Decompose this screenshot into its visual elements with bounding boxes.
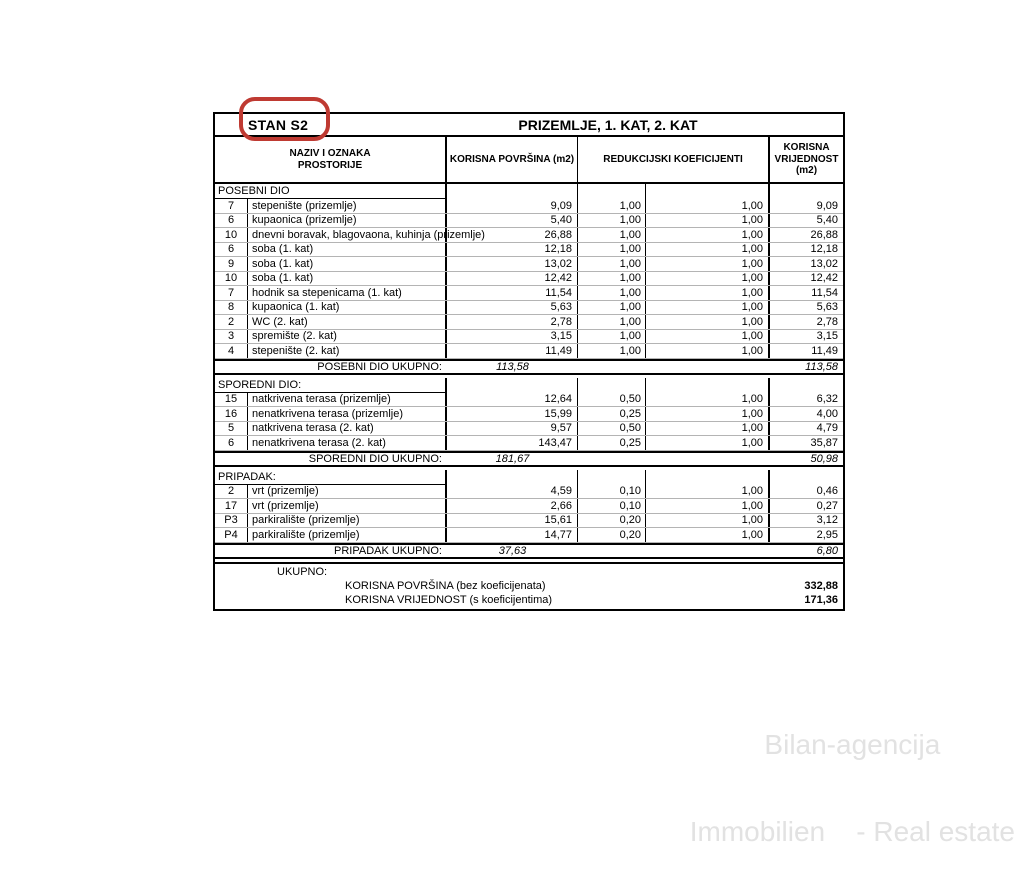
totals-block: [215, 562, 843, 609]
coefficient1-cell: 1,00: [578, 214, 646, 228]
section-spacer-coef1: [578, 378, 646, 393]
coefficient2-cell: 1,00: [646, 243, 770, 257]
subtotal-surface-value: 181,67: [495, 452, 530, 465]
room-number-cell: 3: [215, 330, 248, 344]
coefficient1-cell: 0,10: [578, 499, 646, 513]
value-cell: 9,09: [816, 199, 838, 212]
section-header-row: [215, 184, 843, 199]
room-name-cell: spremište (2. kat): [248, 330, 447, 344]
coefficient2-cell: 1,00: [646, 257, 770, 271]
column-header-name: [215, 137, 447, 182]
coefficient1-cell: 0,50: [578, 422, 646, 436]
subtotal-surface-value: 113,58: [496, 360, 529, 373]
surface-cell: 13,02: [447, 257, 578, 271]
table-row: [215, 514, 843, 529]
surface-cell: 26,88: [447, 228, 578, 242]
subtotal-surface-value: 37,63: [498, 544, 527, 557]
column-header-value-line2: VRIJEDNOST: [774, 153, 839, 165]
subtotal-label: PRIPADAK UKUPNO:: [334, 544, 442, 557]
watermark: [690, 672, 1015, 875]
room-name-cell: vrt (prizemlje): [248, 485, 447, 499]
room-number-cell: 6: [215, 214, 248, 228]
section-spacer-value: [770, 378, 843, 393]
value-cell: 3,15: [816, 330, 838, 343]
subtotal-row: [215, 359, 843, 375]
value-cell: 12,18: [810, 243, 838, 256]
section-spacer-value: [770, 470, 843, 485]
coefficient2-cell: 1,00: [646, 514, 770, 528]
room-number-cell: 8: [215, 301, 248, 315]
surface-cell: 5,40: [447, 214, 578, 228]
column-header-value-line1: KORISNA: [783, 142, 830, 154]
room-name-cell: parkiralište (prizemlje): [248, 514, 447, 528]
column-header-row: [215, 137, 843, 184]
value-cell: 4,00: [816, 407, 838, 420]
value-cell: 26,88: [810, 228, 838, 241]
coefficient2-cell: 1,00: [646, 407, 770, 421]
coefficient1-cell: 0,10: [578, 485, 646, 499]
coefficient2-cell: 1,00: [646, 315, 770, 329]
table-row: [215, 528, 843, 543]
section-spacer-coef2: [646, 470, 770, 485]
section-header-row: [215, 378, 843, 393]
room-number-cell: 6: [215, 436, 248, 450]
table-row: [215, 243, 843, 258]
value-cell: 4,79: [816, 422, 838, 435]
value-cell: 11,49: [811, 344, 838, 357]
surface-cell: 5,63: [447, 301, 578, 315]
apartment-title: STAN S2: [248, 117, 309, 133]
section-spacer-coef2: [646, 378, 770, 393]
coefficient1-cell: 0,20: [578, 528, 646, 542]
room-name-cell: soba (1. kat): [248, 257, 447, 271]
surface-cell: 11,49: [447, 344, 578, 358]
surface-cell: 2,78: [447, 315, 578, 329]
room-name-cell: stepenište (2. kat): [248, 344, 447, 358]
table-row: [215, 199, 843, 214]
section-header-label: POSEBNI DIO: [215, 184, 447, 199]
section-spacer-value: [770, 184, 843, 199]
table-row: [215, 301, 843, 316]
room-name-cell: soba (1. kat): [248, 272, 447, 286]
room-number-cell: 10: [215, 272, 248, 286]
column-header-coefficients-line1: REDUKCIJSKI KOEFICIJENTI: [603, 153, 743, 165]
table-row: [215, 257, 843, 272]
value-cell: 2,95: [816, 528, 838, 541]
value-cell: 6,32: [816, 393, 838, 406]
section-spacer-surface: [447, 184, 578, 199]
table-row: [215, 214, 843, 229]
coefficient2-cell: 1,00: [646, 301, 770, 315]
subtotal-value: 113,58: [805, 360, 838, 373]
surface-cell: 14,77: [447, 528, 578, 542]
column-header-surface-line1: KORISNA POVRŠINA (m2): [449, 153, 575, 165]
table-row: [215, 407, 843, 422]
coefficient1-cell: 1,00: [578, 286, 646, 300]
table-row: [215, 286, 843, 301]
room-number-cell: 2: [215, 485, 248, 499]
table-row: [215, 436, 843, 451]
section-header-label: SPOREDNI DIO:: [215, 378, 447, 393]
subtotal-label: SPOREDNI DIO UKUPNO:: [308, 452, 442, 465]
room-number-cell: P4: [215, 528, 248, 542]
coefficient2-cell: 1,00: [646, 393, 770, 407]
coefficient1-cell: 1,00: [578, 243, 646, 257]
room-number-cell: P3: [215, 514, 248, 528]
value-cell: 2,78: [816, 315, 838, 328]
coefficient1-cell: 0,25: [578, 407, 646, 421]
coefficient2-cell: 1,00: [646, 199, 770, 213]
surface-cell: 12,64: [447, 393, 578, 407]
room-name-cell: nenatkrivena terasa (2. kat): [248, 436, 447, 450]
coefficient1-cell: 0,50: [578, 393, 646, 407]
coefficient2-cell: 1,00: [646, 422, 770, 436]
section-spacer-coef1: [578, 184, 646, 199]
section-spacer-surface: [447, 378, 578, 393]
coefficient1-cell: 1,00: [578, 199, 646, 213]
table-body: [215, 184, 843, 562]
surface-cell: 11,54: [447, 286, 578, 300]
table-row: [215, 344, 843, 359]
room-name-cell: natkrivena terasa (2. kat): [248, 422, 447, 436]
totals-value-label: KORISNA VRIJEDNOST (s koeficijentima): [345, 593, 553, 606]
column-header-value: [770, 137, 843, 182]
room-name-cell: kupaonica (1. kat): [248, 301, 447, 315]
coefficient2-cell: 1,00: [646, 228, 770, 242]
section-spacer-coef2: [646, 184, 770, 199]
coefficient2-cell: 1,00: [646, 499, 770, 513]
surface-cell: 2,66: [447, 499, 578, 513]
totals-surface-label: KORISNA POVRŠINA (bez koeficijenata): [345, 579, 546, 592]
room-number-cell: 5: [215, 422, 248, 436]
section-spacer-coef1: [578, 470, 646, 485]
table-row: [215, 315, 843, 330]
coefficient2-cell: 1,00: [646, 528, 770, 542]
coefficient2-cell: 1,00: [646, 286, 770, 300]
surface-cell: 12,42: [447, 272, 578, 286]
room-name-cell: parkiralište (prizemlje): [248, 528, 447, 542]
area-calculation-table: [213, 112, 845, 611]
section-spacer-surface: [447, 470, 578, 485]
column-header-surface: [447, 137, 578, 182]
coefficient1-cell: 1,00: [578, 315, 646, 329]
column-header-name-line1: NAZIV I OZNAKA: [289, 148, 371, 159]
table-row: [215, 330, 843, 345]
subtotal-row: [215, 543, 843, 559]
coefficient2-cell: 1,00: [646, 214, 770, 228]
room-number-cell: 10: [215, 228, 248, 242]
coefficient1-cell: 0,25: [578, 436, 646, 450]
coefficient2-cell: 1,00: [646, 330, 770, 344]
subtotal-value: 6,80: [816, 544, 838, 557]
subtotal-row: [215, 451, 843, 467]
coefficient2-cell: 1,00: [646, 272, 770, 286]
value-cell: 3,12: [816, 514, 838, 527]
table-row: [215, 422, 843, 437]
room-number-cell: 6: [215, 243, 248, 257]
column-header-name-line2: PROSTORIJE: [297, 159, 363, 171]
room-number-cell: 16: [215, 407, 248, 421]
value-cell: 0,46: [816, 485, 838, 498]
room-number-cell: 2: [215, 315, 248, 329]
totals-line-surface: [215, 579, 843, 593]
surface-cell: 3,15: [447, 330, 578, 344]
totals-line-value: [215, 593, 843, 607]
table-title-row: [215, 114, 843, 137]
coefficient1-cell: 0,20: [578, 514, 646, 528]
room-name-cell: nenatkrivena terasa (prizemlje): [248, 407, 447, 421]
room-number-cell: 15: [215, 393, 248, 407]
room-number-cell: 17: [215, 499, 248, 513]
value-cell: 0,27: [816, 499, 838, 512]
surface-cell: 15,99: [447, 407, 578, 421]
watermark-line2: Immobilien - Real estate: [689, 816, 1015, 847]
coefficient2-cell: 1,00: [646, 436, 770, 450]
coefficient2-cell: 1,00: [646, 344, 770, 358]
value-cell: 5,63: [816, 301, 838, 314]
totals-title: UKUPNO:: [277, 565, 328, 578]
value-cell: 13,02: [810, 257, 838, 270]
subtotal-label: POSEBNI DIO UKUPNO:: [317, 360, 442, 373]
section-header-row: [215, 470, 843, 485]
coefficient1-cell: 1,00: [578, 344, 646, 358]
coefficient2-cell: 1,00: [646, 485, 770, 499]
room-name-cell: kupaonica (prizemlje): [248, 214, 447, 228]
table-row: [215, 485, 843, 500]
room-name-cell: stepenište (prizemlje): [248, 199, 447, 213]
subtotal-value: 50,98: [810, 452, 838, 465]
totals-surface-value: 332,88: [804, 579, 838, 592]
coefficient1-cell: 1,00: [578, 228, 646, 242]
room-name-cell: natkrivena terasa (prizemlje): [248, 393, 447, 407]
surface-cell: 12,18: [447, 243, 578, 257]
room-number-cell: 7: [215, 286, 248, 300]
table-row: [215, 228, 843, 243]
section-header-label: PRIPADAK:: [215, 470, 447, 485]
surface-cell: 9,09: [447, 199, 578, 213]
value-cell: 35,87: [810, 436, 838, 449]
coefficient1-cell: 1,00: [578, 330, 646, 344]
table-row: [215, 272, 843, 287]
coefficient1-cell: 1,00: [578, 257, 646, 271]
coefficient1-cell: 1,00: [578, 301, 646, 315]
column-header-value-line3: (m2): [795, 165, 818, 177]
coefficient1-cell: 1,00: [578, 272, 646, 286]
value-cell: 11,54: [811, 286, 838, 299]
watermark-line1: Bilan-agencija: [764, 729, 941, 760]
room-name-cell: vrt (prizemlje): [248, 499, 447, 513]
surface-cell: 9,57: [447, 422, 578, 436]
surface-cell: 15,61: [447, 514, 578, 528]
table-row: [215, 393, 843, 408]
room-name-cell: WC (2. kat): [248, 315, 447, 329]
table-row: [215, 499, 843, 514]
totals-value-value: 171,36: [804, 593, 838, 606]
column-header-coefficients: [578, 137, 770, 182]
room-number-cell: 9: [215, 257, 248, 271]
surface-cell: 143,47: [447, 436, 578, 450]
room-number-cell: 4: [215, 344, 248, 358]
room-name-cell: soba (1. kat): [248, 243, 447, 257]
surface-cell: 4,59: [447, 485, 578, 499]
room-name-cell: hodnik sa stepenicama (1. kat): [248, 286, 447, 300]
floors-title: PRIZEMLJE, 1. KAT, 2. KAT: [518, 117, 698, 133]
room-name-cell: dnevni boravak, blagovaona, kuhinja (prizemlje): [248, 228, 447, 242]
value-cell: 12,42: [810, 272, 838, 285]
room-number-cell: 7: [215, 199, 248, 213]
value-cell: 5,40: [816, 214, 838, 227]
